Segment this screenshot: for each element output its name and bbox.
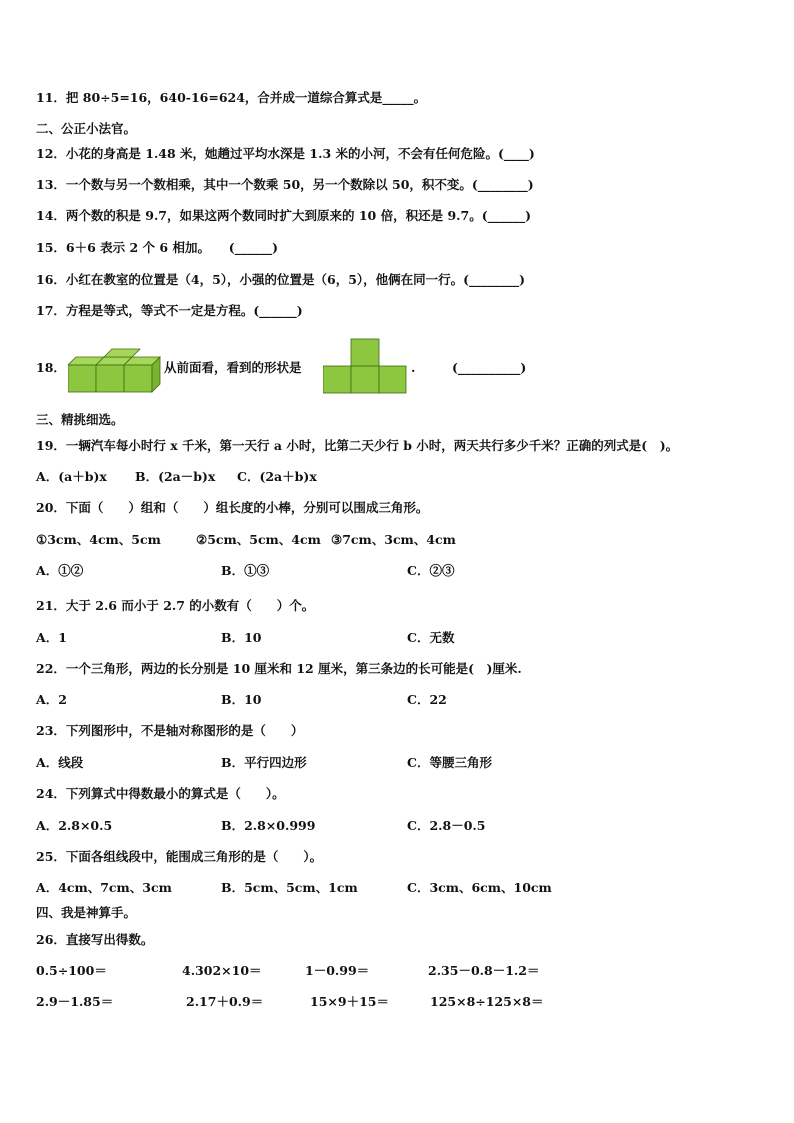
question-18-number: 18． bbox=[36, 360, 66, 375]
question-19: 19．一辆汽车每小时行 x 千米，第一天行 a 小时，比第二天少行 b 小时，两天共行多少千米？正确的列式是( )。 bbox=[36, 438, 679, 453]
q24-option-c: C．2.8－0.5 bbox=[407, 818, 486, 833]
q24-option-b: B．2.8×0.999 bbox=[221, 818, 316, 833]
q20-group-2: ②5cm、5cm、4cm bbox=[196, 532, 321, 547]
q19-option-c: C．(2a＋b)x bbox=[237, 469, 317, 484]
q25-option-a: A．4cm、7cm、3cm bbox=[36, 880, 172, 895]
question-16: 16．小红在教室的位置是（4，5），小强的位置是（6，5），他俩在同一行。(________) bbox=[36, 272, 526, 287]
calc-item: 4.302×10＝ bbox=[182, 963, 262, 978]
q22-option-a: A．2 bbox=[36, 692, 67, 707]
question-14: 14．两个数的积是 9.7，如果这两个数同时扩大到原来的 10 倍，积还是 9.7。(______) bbox=[36, 208, 532, 223]
question-18-text: 从前面看，看到的形状是 bbox=[164, 360, 302, 375]
q20-option-c: C．②③ bbox=[407, 563, 455, 578]
q25-option-b: B．5cm、5cm、1cm bbox=[221, 880, 358, 895]
question-20: 20．下面（ ）组和（ ）组长度的小棒，分别可以围成三角形。 bbox=[36, 500, 429, 515]
q24-option-a: A．2.8×0.5 bbox=[36, 818, 113, 833]
calc-item: 2.35－0.8－1.2＝ bbox=[428, 963, 540, 978]
calc-item: 125×8÷125×8＝ bbox=[430, 994, 544, 1009]
question-26: 26．直接写出得数。 bbox=[36, 932, 154, 947]
question-11: 11．把 80÷5=16，640-16=624，合并成一道综合算式是_____。 bbox=[36, 90, 427, 105]
calc-item: 1－0.99＝ bbox=[305, 963, 370, 978]
question-18-dot: . bbox=[411, 360, 416, 375]
section-4-title: 四、我是神算手。 bbox=[36, 905, 137, 920]
q20-group-1: ①3cm、4cm、5cm bbox=[36, 532, 161, 547]
q22-option-b: B．10 bbox=[221, 692, 262, 707]
calc-item: 2.9－1.85＝ bbox=[36, 994, 114, 1009]
question-25: 25．下面各组线段中，能围成三角形的是（ ）。 bbox=[36, 849, 323, 864]
q23-option-a: A．线段 bbox=[36, 755, 84, 770]
section-3-title: 三、精挑细选。 bbox=[36, 412, 124, 427]
calc-item: 15×9＋15＝ bbox=[310, 994, 389, 1009]
section-2-title: 二、公正小法官。 bbox=[36, 121, 137, 136]
question-18-blank: (__________) bbox=[452, 360, 527, 375]
question-24: 24．下列算式中得数最小的算式是（ ）。 bbox=[36, 786, 285, 801]
question-13: 13．一个数与另一个数相乘，其中一个数乘 50，另一个数除以 50，积不变。(________) bbox=[36, 177, 534, 192]
question-15: 15．6＋6 表示 2 个 6 相加。 (______) bbox=[36, 240, 279, 255]
q21-option-a: A．1 bbox=[36, 630, 67, 645]
q23-option-c: C．等腰三角形 bbox=[407, 755, 492, 770]
question-22: 22．一个三角形，两边的长分别是 10 厘米和 12 厘米，第三条边的长可能是( )厘米. bbox=[36, 661, 522, 676]
calc-item: 2.17＋0.9＝ bbox=[186, 994, 264, 1009]
q20-option-b: B．①③ bbox=[221, 563, 270, 578]
calc-item: 0.5÷100＝ bbox=[36, 963, 107, 978]
question-21: 21．大于 2.6 而小于 2.7 的小数有（ ）个。 bbox=[36, 598, 315, 613]
question-17: 17．方程是等式，等式不一定是方程。(______) bbox=[36, 303, 303, 318]
q25-option-c: C．3cm、6cm、10cm bbox=[407, 880, 552, 895]
cube-stack-figure bbox=[68, 345, 164, 393]
q22-option-c: C．22 bbox=[407, 692, 447, 707]
question-12: 12．小花的身高是 1.48 米，她趟过平均水深是 1.3 米的小河，不会有任何危险。(____) bbox=[36, 146, 535, 161]
front-view-figure bbox=[323, 338, 407, 394]
q20-group-3: ③7cm、3cm、4cm bbox=[331, 532, 456, 547]
q20-option-a: A．①② bbox=[36, 563, 84, 578]
question-23: 23．下列图形中，不是轴对称图形的是（ ） bbox=[36, 723, 304, 738]
q21-option-b: B．10 bbox=[221, 630, 262, 645]
q23-option-b: B．平行四边形 bbox=[221, 755, 307, 770]
q19-option-b: B．(2a－b)x bbox=[135, 469, 216, 484]
q19-option-a: A．(a＋b)x bbox=[36, 469, 107, 484]
q21-option-c: C．无数 bbox=[407, 630, 455, 645]
